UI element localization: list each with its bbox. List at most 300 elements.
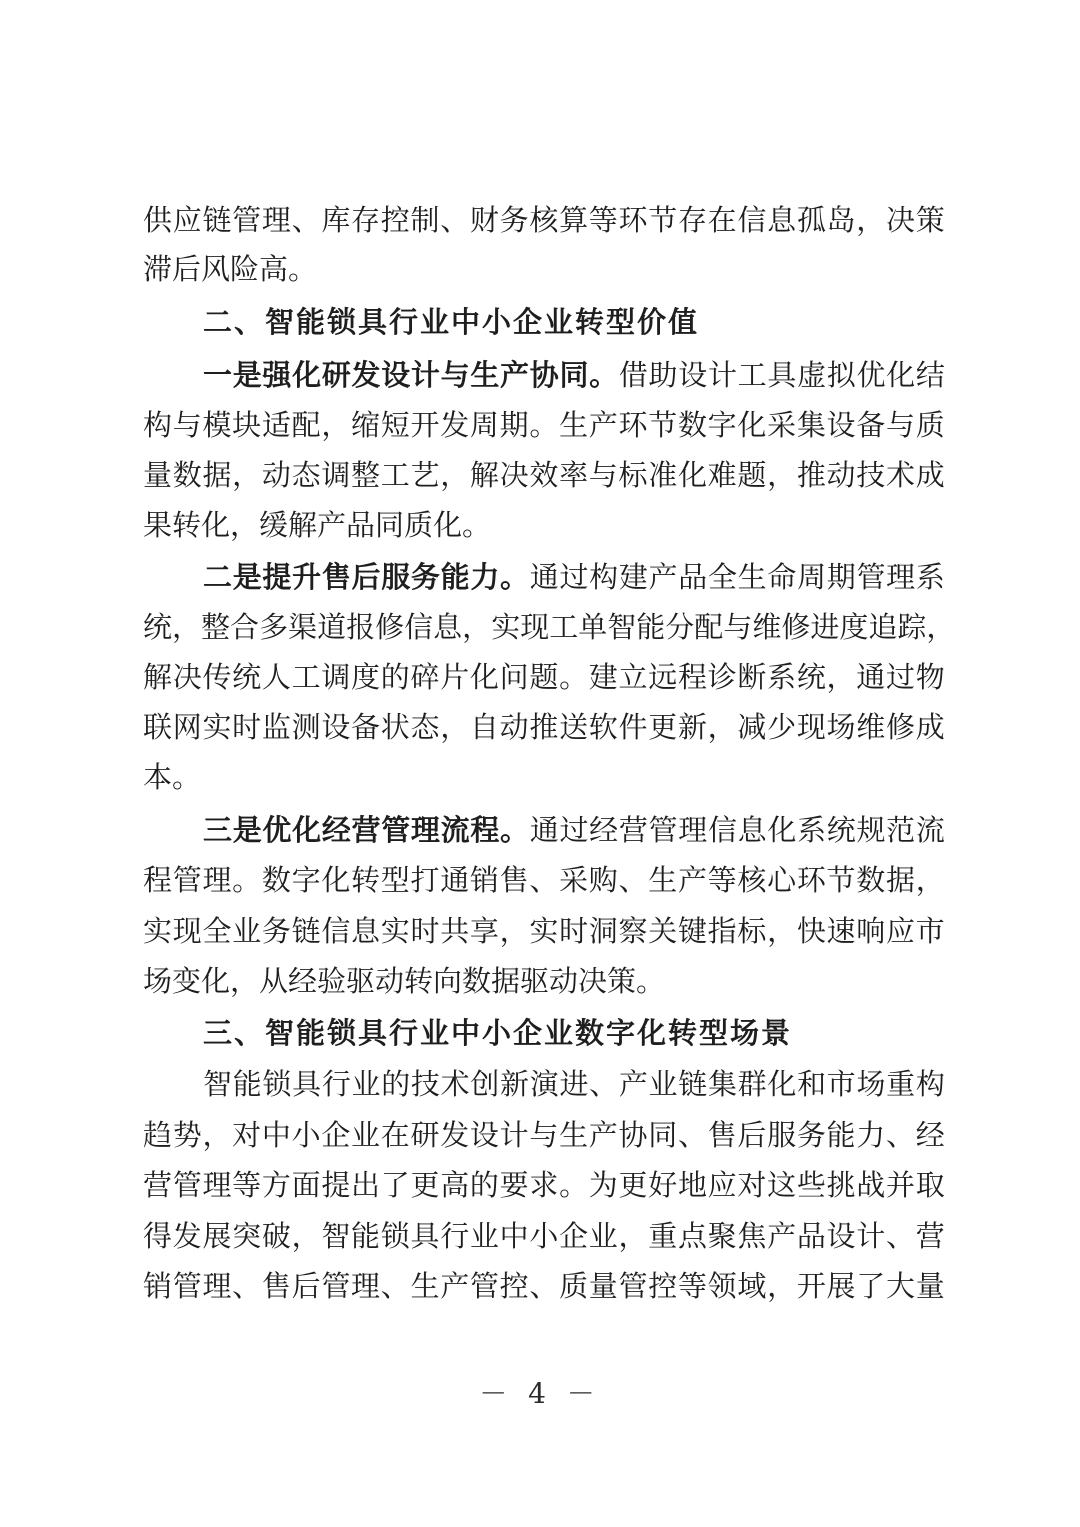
text-glyph: 送: [559, 710, 589, 744]
text-glyph: 重: [886, 1067, 916, 1101]
text-glyph: 地: [677, 1168, 707, 1202]
text-glyph: 实: [491, 610, 521, 644]
text-glyph: 碎: [410, 660, 440, 694]
text-glyph: 经: [915, 1118, 945, 1152]
text-glyph: 并: [885, 1168, 915, 1202]
text-glyph: 生: [559, 408, 589, 442]
text-glyph: 智: [607, 610, 637, 644]
text-glyph: 效: [529, 458, 559, 492]
text-glyph: 化: [677, 458, 707, 492]
text-glyph: 售: [261, 1269, 291, 1303]
text-glyph: 制: [410, 203, 440, 237]
text-glyph: 同: [559, 358, 589, 392]
text-glyph: 中: [499, 1219, 529, 1253]
text-glyph: ，: [291, 1219, 321, 1253]
point-3-line: [143, 911, 945, 951]
text-glyph: 实: [143, 914, 173, 948]
text-glyph: 结: [915, 358, 945, 392]
section-3-paragraph-line: [143, 1115, 945, 1155]
text-glyph: 升: [292, 560, 322, 594]
text-glyph: 进: [810, 610, 840, 644]
text-glyph: 管: [172, 863, 202, 897]
text-glyph: 、: [885, 1219, 915, 1253]
text-glyph: 具: [410, 1219, 440, 1253]
text-glyph: 。: [589, 358, 619, 392]
text-glyph: 售: [321, 560, 351, 594]
text-glyph: 据: [202, 458, 232, 492]
text-glyph: 规: [856, 813, 886, 847]
text-glyph: 全: [202, 914, 232, 948]
text-glyph: 领: [707, 1269, 737, 1303]
text-glyph: 三: [203, 813, 233, 847]
text-glyph: 应: [172, 203, 202, 237]
text-glyph: 拟: [826, 358, 856, 392]
text-glyph: 设: [826, 1219, 856, 1253]
text-glyph: ，: [232, 458, 262, 492]
text-glyph: 后: [737, 1118, 767, 1152]
text-glyph: 理: [351, 1269, 381, 1303]
text-glyph: 时: [559, 914, 589, 948]
text-glyph: 业: [232, 914, 262, 948]
text-glyph: 进: [559, 1067, 589, 1101]
text-glyph: 化: [292, 358, 322, 392]
text-glyph: 术: [885, 458, 915, 492]
text-glyph: 与: [723, 610, 753, 644]
text-glyph: 动: [261, 458, 291, 492]
text-glyph: 市: [915, 914, 945, 948]
text-glyph: 成: [915, 710, 945, 744]
text-glyph: 周: [797, 560, 827, 594]
text-glyph: 是: [232, 560, 262, 594]
text-glyph: 能: [351, 1219, 381, 1253]
text-glyph: 。: [559, 1168, 589, 1202]
text-glyph: 计: [707, 358, 737, 392]
text-glyph: 售: [707, 1118, 737, 1152]
text-glyph: 传: [202, 660, 232, 694]
text-glyph: 率: [559, 458, 589, 492]
text-glyph: 与: [885, 408, 915, 442]
text-glyph: ，: [767, 914, 797, 948]
text-glyph: 小: [529, 1219, 559, 1253]
text-glyph: 能: [232, 1067, 262, 1101]
text-glyph: 面: [291, 1168, 321, 1202]
text-glyph: 整: [201, 610, 231, 644]
text-glyph: 链: [291, 914, 321, 948]
text-glyph: 建: [618, 560, 648, 594]
text-glyph: 设: [321, 710, 351, 744]
text-glyph: 销: [469, 863, 499, 897]
text-glyph: 力: [856, 1118, 886, 1152]
text-glyph: 在: [707, 203, 737, 237]
text-glyph: 与: [529, 1118, 559, 1152]
point-3-line: 场变化，从经验驱动转向数据驱动决策。: [143, 964, 666, 998]
text-glyph: 产: [648, 560, 678, 594]
text-glyph: 能: [636, 610, 666, 644]
text-glyph: ，: [707, 710, 737, 744]
text-glyph: 决: [885, 203, 915, 237]
text-glyph: 孤: [796, 203, 826, 237]
text-glyph: 产: [618, 1067, 648, 1101]
text-glyph: 管: [381, 813, 411, 847]
text-glyph: 配: [694, 610, 724, 644]
text-glyph: 些: [796, 1168, 826, 1202]
text-glyph: 质: [559, 1269, 589, 1303]
text-glyph: 产: [588, 408, 618, 442]
text-glyph: 全: [707, 560, 737, 594]
text-glyph: 节: [648, 408, 678, 442]
text-glyph: 转: [351, 863, 381, 897]
text-glyph: 演: [529, 1067, 559, 1101]
text-glyph: ，: [856, 203, 886, 237]
text-glyph: 信: [404, 610, 434, 644]
text-glyph: 信: [321, 914, 351, 948]
text-glyph: 业: [469, 1219, 499, 1253]
text-glyph: 品: [678, 560, 708, 594]
text-glyph: 型: [380, 863, 410, 897]
text-glyph: 存: [677, 203, 707, 237]
text-glyph: 工: [549, 610, 579, 644]
text-glyph: ，: [440, 458, 470, 492]
text-glyph: 远: [648, 660, 678, 694]
text-glyph: 维: [752, 610, 782, 644]
text-glyph: 破: [261, 1219, 291, 1253]
text-glyph: 块: [232, 408, 262, 442]
text-glyph: 监: [261, 710, 291, 744]
point-2-first-line: [203, 557, 945, 597]
text-glyph: 聚: [707, 1219, 737, 1253]
text-glyph: 发: [351, 358, 381, 392]
text-glyph: 企: [321, 1118, 351, 1152]
text-glyph: 息: [351, 914, 381, 948]
text-glyph: ，: [440, 710, 470, 744]
point-1-line: [143, 455, 945, 495]
text-glyph: 协: [618, 1118, 648, 1152]
text-glyph: 助: [648, 358, 678, 392]
text-glyph: 同: [648, 1118, 678, 1152]
text-glyph: 过: [559, 560, 589, 594]
text-glyph: 与: [440, 358, 470, 392]
text-glyph: 能: [826, 1118, 856, 1152]
text-glyph: 大: [885, 1269, 915, 1303]
text-glyph: 、: [677, 1118, 707, 1152]
text-glyph: 经: [589, 813, 619, 847]
text-glyph: 成: [915, 458, 945, 492]
text-glyph: 设: [381, 358, 411, 392]
text-glyph: 立: [618, 660, 648, 694]
text-glyph: 片: [440, 660, 470, 694]
text-glyph: 锁: [262, 1067, 292, 1101]
text-glyph: 实: [529, 914, 559, 948]
text-glyph: 联: [143, 710, 173, 744]
text-glyph: 集: [796, 408, 826, 442]
text-glyph: 速: [826, 914, 856, 948]
text-glyph: 题: [529, 660, 559, 694]
text-glyph: 流: [915, 813, 945, 847]
text-glyph: 生: [410, 1269, 440, 1303]
text-glyph: 享: [469, 914, 499, 948]
continuation-line-2: 滞后风险高。: [143, 252, 318, 286]
text-glyph: 链: [678, 1067, 708, 1101]
text-glyph: 后: [291, 1269, 321, 1303]
text-glyph: 理: [202, 863, 232, 897]
text-glyph: 量: [588, 1269, 618, 1303]
text-glyph: 息: [737, 813, 767, 847]
text-glyph: 追: [868, 610, 898, 644]
text-glyph: 量: [143, 458, 173, 492]
text-glyph: 短: [380, 408, 410, 442]
point-2-line: 本。: [143, 760, 202, 794]
text-glyph: 问: [499, 660, 529, 694]
text-glyph: 通: [529, 560, 559, 594]
text-glyph: 自: [469, 710, 499, 744]
text-glyph: 、: [440, 203, 470, 237]
text-glyph: 业: [351, 1118, 381, 1152]
text-glyph: 产: [767, 1219, 797, 1253]
text-glyph: 共: [440, 914, 470, 948]
text-glyph: 关: [648, 914, 678, 948]
text-glyph: 现: [796, 710, 826, 744]
text-glyph: 响: [856, 914, 886, 948]
text-glyph: 务: [796, 1118, 826, 1152]
text-glyph: 提: [321, 1168, 351, 1202]
text-glyph: 业: [588, 1219, 618, 1253]
text-glyph: 过: [885, 660, 915, 694]
text-glyph: 高: [440, 1168, 470, 1202]
text-glyph: 借: [618, 358, 648, 392]
text-glyph: 数: [677, 408, 707, 442]
text-glyph: 系: [797, 813, 827, 847]
point-2-line: [143, 707, 945, 747]
text-glyph: 质: [915, 408, 945, 442]
text-glyph: 产: [500, 358, 530, 392]
text-glyph: 对: [232, 1118, 262, 1152]
text-glyph: 力: [470, 560, 500, 594]
text-glyph: 产: [677, 863, 707, 897]
text-glyph: 务: [410, 560, 440, 594]
text-glyph: 理: [886, 560, 916, 594]
text-glyph: 现: [520, 610, 550, 644]
text-glyph: 发: [440, 408, 470, 442]
text-glyph: 产: [440, 1269, 470, 1303]
text-glyph: 集: [707, 1067, 737, 1101]
text-glyph: 通: [856, 660, 886, 694]
text-glyph: 生: [737, 560, 767, 594]
text-glyph: 打: [410, 863, 440, 897]
text-glyph: 报: [346, 610, 376, 644]
text-glyph: 推: [529, 710, 559, 744]
text-glyph: 维: [856, 710, 886, 744]
text-glyph: 等: [707, 863, 737, 897]
text-glyph: 是: [232, 813, 262, 847]
text-glyph: 要: [499, 1168, 529, 1202]
text-glyph: 具: [292, 1067, 322, 1101]
text-glyph: 诊: [707, 660, 737, 694]
text-glyph: 工: [291, 660, 321, 694]
text-glyph: 模: [202, 408, 232, 442]
text-glyph: 态: [291, 458, 321, 492]
text-glyph: ，: [915, 863, 945, 897]
text-glyph: 中: [261, 1118, 291, 1152]
text-glyph: 动: [826, 458, 856, 492]
text-glyph: 程: [470, 813, 500, 847]
text-glyph: 管: [856, 560, 886, 594]
text-glyph: 生: [559, 1118, 589, 1152]
text-glyph: 销: [143, 1269, 173, 1303]
text-glyph: 物: [915, 660, 945, 694]
text-glyph: 营: [351, 813, 381, 847]
text-glyph: 设: [469, 1118, 499, 1152]
text-glyph: 件: [618, 710, 648, 744]
text-glyph: 修: [781, 610, 811, 644]
text-glyph: 应: [885, 914, 915, 948]
text-glyph: 程: [677, 660, 707, 694]
text-glyph: 化: [737, 408, 767, 442]
text-glyph: 存: [351, 203, 381, 237]
text-glyph: 节: [826, 863, 856, 897]
text-glyph: 新: [677, 710, 707, 744]
text-glyph: 行: [321, 1067, 351, 1101]
text-glyph: 通: [529, 813, 559, 847]
text-glyph: 人: [261, 660, 291, 694]
text-glyph: 点: [677, 1219, 707, 1253]
text-glyph: 整: [351, 458, 381, 492]
text-glyph: 信: [707, 813, 737, 847]
text-glyph: 发: [172, 1219, 202, 1253]
text-glyph: 行: [440, 1219, 470, 1253]
section-3-paragraph-line: [143, 1216, 945, 1256]
text-glyph: 多: [259, 610, 289, 644]
text-glyph: 群: [737, 1067, 767, 1101]
text-glyph: 产: [588, 1118, 618, 1152]
text-glyph: 决: [172, 660, 202, 694]
section-3-paragraph-first-line: [203, 1064, 945, 1104]
text-glyph: 协: [529, 358, 559, 392]
text-glyph: 服: [767, 1118, 797, 1152]
text-glyph: 战: [856, 1168, 886, 1202]
text-glyph: 场: [856, 1067, 886, 1101]
text-glyph: 链: [202, 203, 232, 237]
text-glyph: 后: [351, 560, 381, 594]
text-glyph: 品: [796, 1219, 826, 1253]
text-glyph: 理: [202, 1168, 232, 1202]
text-glyph: 度: [839, 610, 869, 644]
text-glyph: 理: [202, 1269, 232, 1303]
text-glyph: 场: [826, 710, 856, 744]
text-glyph: 虚: [797, 358, 827, 392]
text-glyph: 合: [230, 610, 260, 644]
text-glyph: 、: [885, 1118, 915, 1152]
text-glyph: 智: [321, 1219, 351, 1253]
text-glyph: 管: [321, 1269, 351, 1303]
text-glyph: 据: [885, 863, 915, 897]
text-glyph: 周: [469, 408, 499, 442]
text-glyph: 的: [381, 1067, 411, 1101]
text-glyph: 构: [915, 1067, 945, 1101]
text-glyph: ，: [202, 1118, 232, 1152]
text-glyph: 键: [677, 914, 707, 948]
point-1-line: [143, 405, 945, 445]
text-glyph: 趋: [143, 1118, 173, 1152]
text-glyph: 工: [737, 358, 767, 392]
text-glyph: 数: [856, 863, 886, 897]
text-glyph: 市: [826, 1067, 856, 1101]
text-glyph: 业: [351, 1067, 381, 1101]
text-glyph: 期: [499, 408, 529, 442]
text-glyph: 调: [321, 458, 351, 492]
text-glyph: 管: [618, 1269, 648, 1303]
text-glyph: 研: [410, 1118, 440, 1152]
text-glyph: 推: [796, 458, 826, 492]
text-glyph: ，: [767, 458, 797, 492]
text-glyph: 取: [915, 1168, 945, 1202]
text-glyph: 的: [469, 1168, 499, 1202]
text-glyph: 与: [172, 408, 202, 442]
text-glyph: 统: [796, 660, 826, 694]
text-glyph: 管: [232, 203, 262, 237]
text-glyph: 、: [380, 1269, 410, 1303]
text-glyph: 化: [469, 660, 499, 694]
page-number: － 4 －: [479, 1377, 601, 1410]
text-glyph: 难: [707, 458, 737, 492]
text-glyph: 库: [321, 203, 351, 237]
text-glyph: 控: [499, 1269, 529, 1303]
text-glyph: 统: [826, 813, 856, 847]
text-glyph: 察: [618, 914, 648, 948]
text-glyph: 智: [203, 1067, 233, 1101]
text-glyph: 构: [589, 560, 619, 594]
text-glyph: 控: [380, 203, 410, 237]
text-glyph: 。: [500, 560, 530, 594]
text-glyph: 统: [232, 660, 262, 694]
text-glyph: 势: [172, 1118, 202, 1152]
text-glyph: 发: [440, 1118, 470, 1152]
text-glyph: 修: [885, 710, 915, 744]
text-glyph: 采: [767, 408, 797, 442]
text-glyph: 优: [856, 358, 886, 392]
text-glyph: 理: [261, 203, 291, 237]
text-glyph: 计: [410, 358, 440, 392]
text-glyph: 了: [380, 1168, 410, 1202]
text-glyph: 数: [172, 458, 202, 492]
text-glyph: 系: [915, 560, 945, 594]
text-glyph: 命: [767, 560, 797, 594]
text-glyph: 管: [172, 1269, 202, 1303]
text-glyph: 适: [261, 408, 291, 442]
text-glyph: 营: [618, 813, 648, 847]
text-glyph: 软: [588, 710, 618, 744]
text-glyph: 管: [469, 1269, 499, 1303]
text-glyph: 统: [143, 610, 173, 644]
text-glyph: 控: [648, 1269, 678, 1303]
text-glyph: 等: [588, 203, 618, 237]
text-glyph: 、: [589, 1067, 619, 1101]
text-glyph: 建: [588, 660, 618, 694]
text-glyph: 强: [262, 358, 292, 392]
text-glyph: 渠: [288, 610, 318, 644]
text-glyph: 一: [203, 358, 233, 392]
text-glyph: 重: [648, 1219, 678, 1253]
text-glyph: 技: [410, 1067, 440, 1101]
text-glyph: 购: [588, 863, 618, 897]
text-glyph: 网: [172, 710, 202, 744]
text-glyph: 时: [410, 914, 440, 948]
text-glyph: 二: [203, 560, 233, 594]
text-glyph: ，: [826, 660, 856, 694]
text-glyph: 设: [826, 408, 856, 442]
text-glyph: 经: [321, 813, 351, 847]
text-glyph: 实: [202, 710, 232, 744]
text-glyph: 业: [648, 1067, 678, 1101]
